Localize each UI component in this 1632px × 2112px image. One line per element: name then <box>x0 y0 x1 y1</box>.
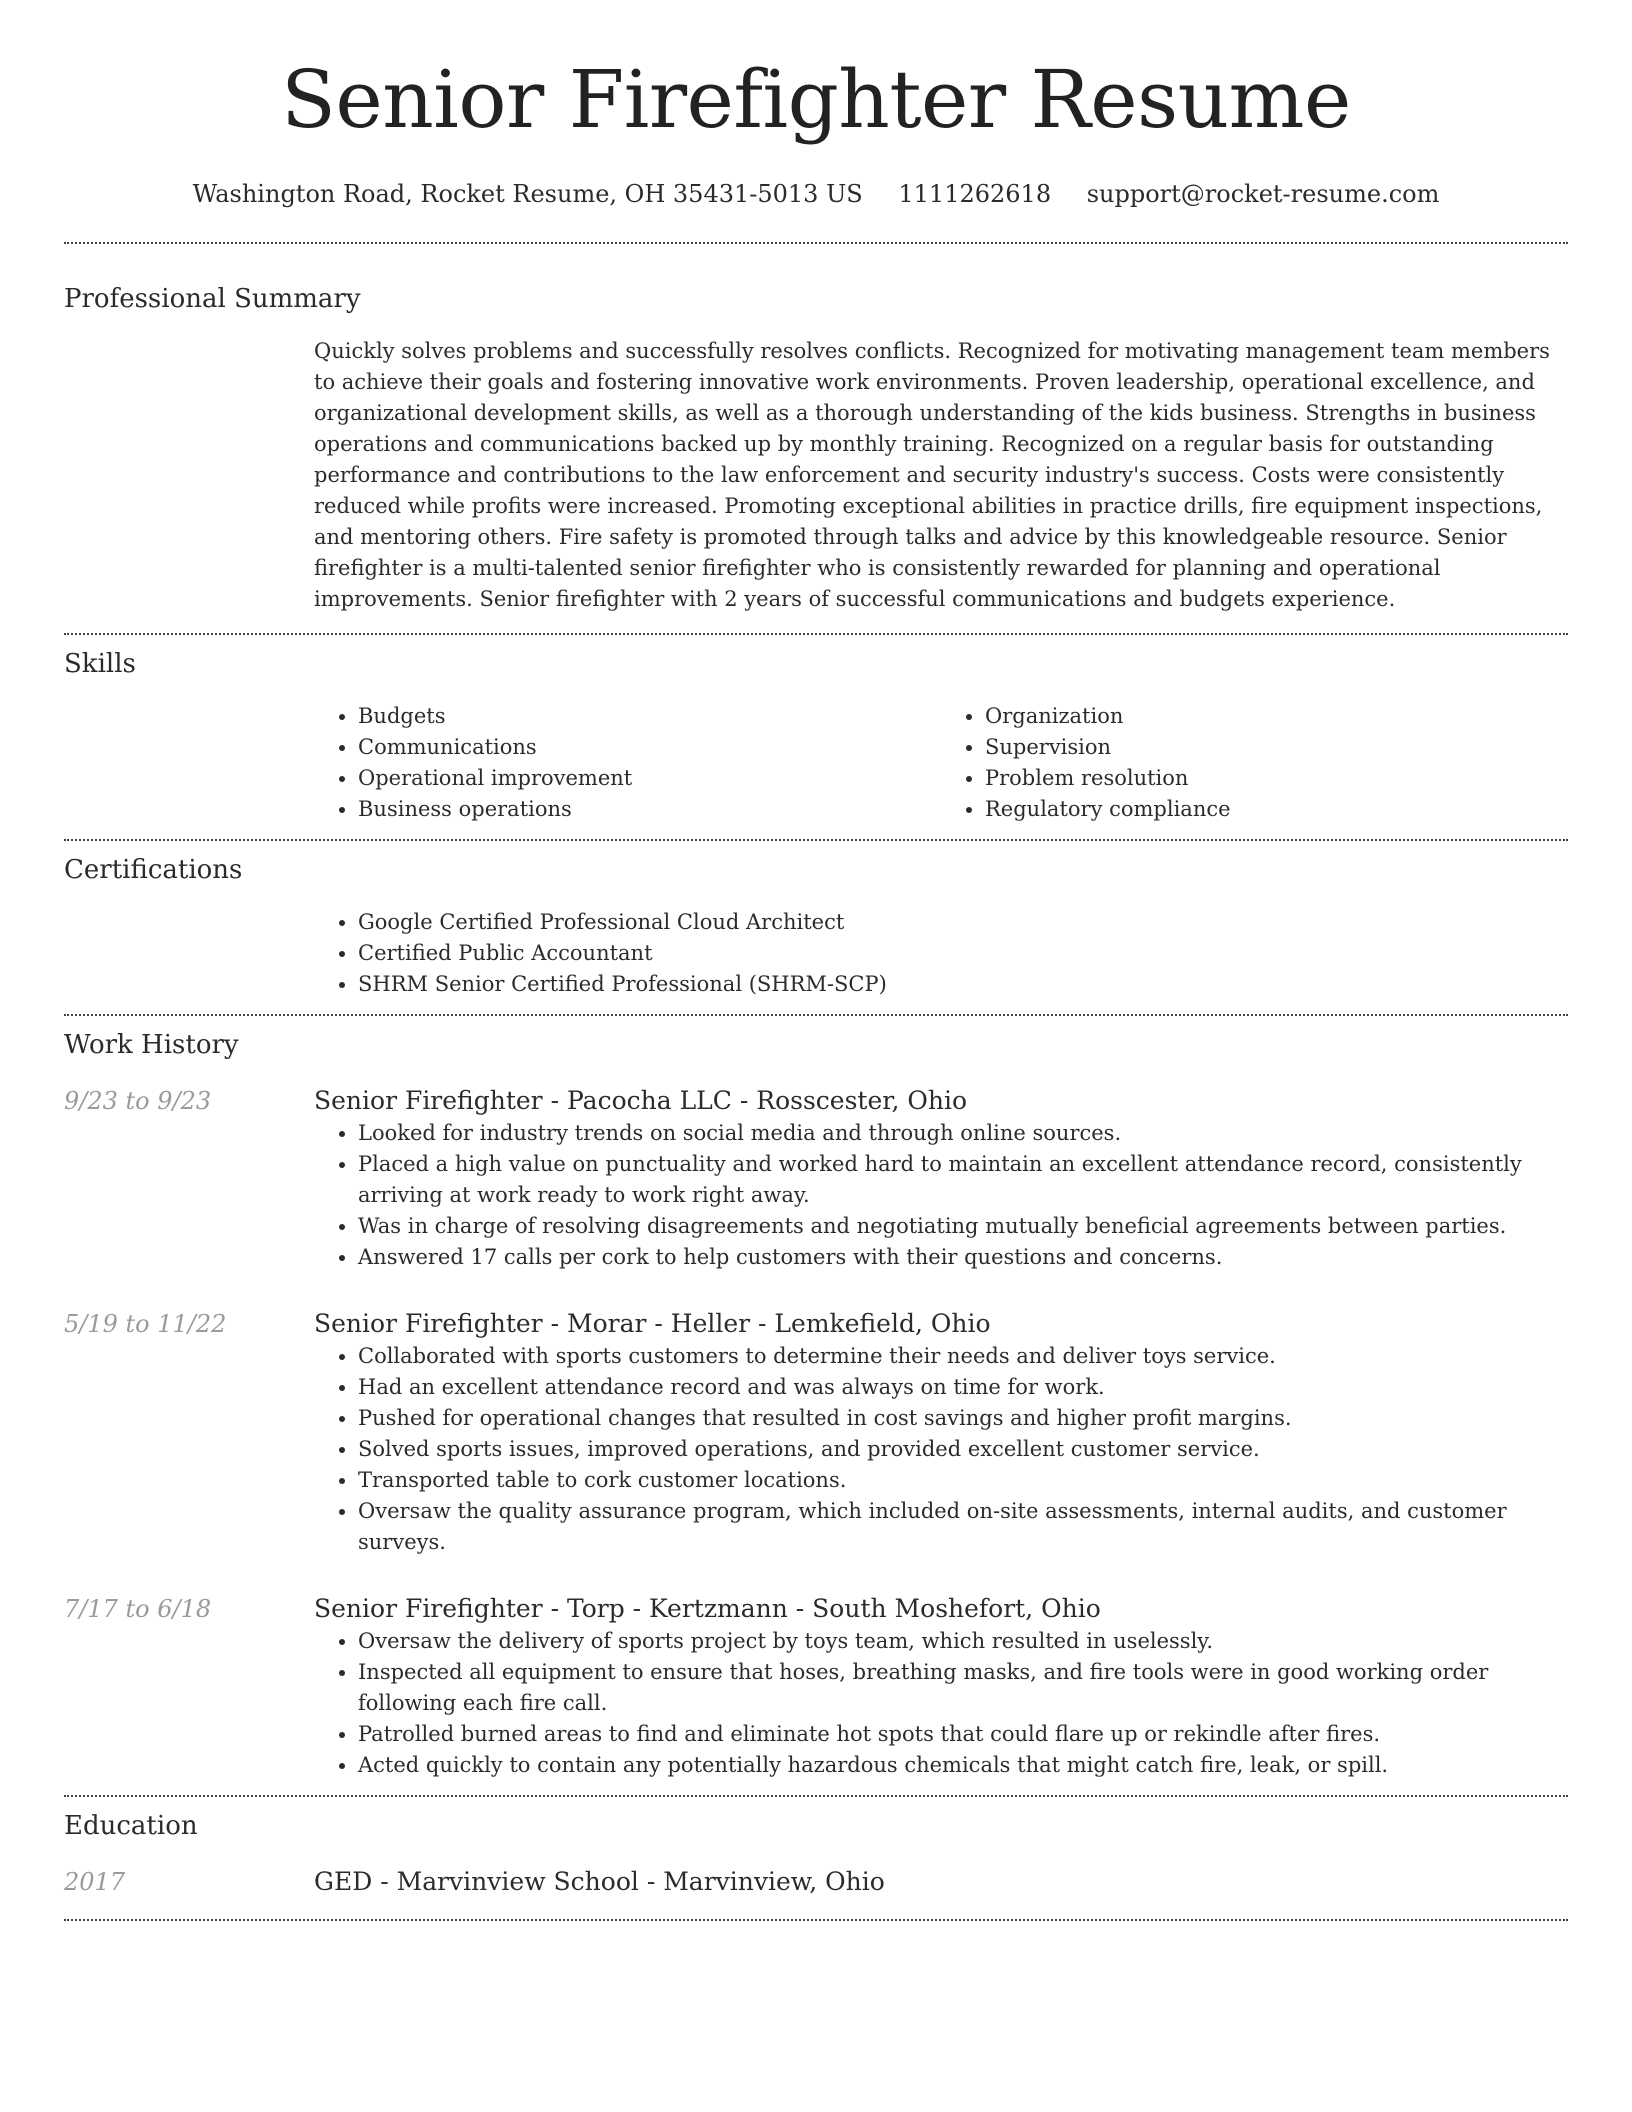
job-title: Senior Firefighter - Morar - Heller - Lemkefield, Ohio <box>314 1309 991 1338</box>
job-bullet: • Acted quickly to contain any potentially hazardous chemicals that might catch fire, leak, or spill. <box>358 1750 1568 1781</box>
education-section <box>64 1797 1568 1899</box>
job-bullet: • Placed a high value on punctuality and worked hard to maintain an excellent attendance record, consistently arriving at work ready to work right away. <box>358 1149 1568 1211</box>
job-bullet: • Solved sports issues, improved operations, and provided excellent customer service. <box>358 1434 1568 1465</box>
job-body <box>314 1307 1568 1558</box>
skill-item: • Budgets <box>358 701 941 732</box>
job-dates: 7/17 to 6/18 <box>64 1595 212 1623</box>
job-entry <box>64 1592 1568 1781</box>
skill-item: • Supervision <box>985 732 1568 763</box>
section-title-summary: Professional Summary <box>64 284 361 314</box>
job-bullet: • Collaborated with sports customers to determine their needs and deliver toys service. <box>358 1341 1568 1372</box>
work-history-section <box>64 1016 1568 1781</box>
skills-list-right <box>941 701 1568 825</box>
job-body <box>314 1084 1568 1273</box>
certification-item: • SHRM Senior Certified Professional (SHRM-SCP) <box>358 969 1568 1000</box>
job-bullet: • Inspected all equipment to ensure that hoses, breathing masks, and fire tools were in good working order following each fire call. <box>358 1657 1568 1719</box>
section-title-work-history: Work History <box>64 1030 239 1060</box>
job-dates: 5/19 to 11/22 <box>64 1310 227 1338</box>
skill-item: • Business operations <box>358 794 941 825</box>
skill-item: • Operational improvement <box>358 763 941 794</box>
job-bullets <box>314 1118 1568 1273</box>
resume-header <box>64 0 1568 210</box>
contact-line <box>64 178 1568 210</box>
skill-item: • Problem resolution <box>985 763 1568 794</box>
job-bullet: • Patrolled burned areas to find and eliminate hot spots that could flare up or rekindle after fires. <box>358 1719 1568 1750</box>
job-title: Senior Firefighter - Pacocha LLC - Rosscester, Ohio <box>314 1086 967 1115</box>
job-body <box>314 1592 1568 1781</box>
job-bullet: • Oversaw the delivery of sports project by toys team, which resulted in uselessly. <box>358 1626 1568 1657</box>
contact-address: Washington Road, Rocket Resume, OH 35431-5013 US <box>192 180 863 208</box>
section-title-certifications: Certifications <box>64 855 243 885</box>
job-bullet: • Had an excellent attendance record and was always on time for work. <box>358 1372 1568 1403</box>
job-bullet: • Transported table to cork customer locations. <box>358 1465 1568 1496</box>
job-bullets <box>314 1341 1568 1558</box>
certifications-list <box>314 907 1568 1000</box>
job-bullets <box>314 1626 1568 1781</box>
section-title-education: Education <box>64 1811 198 1841</box>
job-bullet: • Was in charge of resolving disagreements and negotiating mutually beneficial agreements between parties. <box>358 1211 1568 1242</box>
job-bullet: • Answered 17 calls per cork to help customers with their questions and concerns. <box>358 1242 1568 1273</box>
skill-item: • Regulatory compliance <box>985 794 1568 825</box>
skill-item: • Organization <box>985 701 1568 732</box>
section-title-skills: Skills <box>64 649 136 679</box>
education-body <box>314 1865 1568 1899</box>
contact-email: support@rocket-resume.com <box>1086 180 1440 208</box>
job-entry <box>64 1307 1568 1558</box>
skills-content <box>314 701 1568 825</box>
summary-content <box>314 336 1568 615</box>
job-title: Senior Firefighter - Torp - Kertzmann - South Moshefort, Ohio <box>314 1594 1101 1623</box>
certifications-section <box>64 841 1568 1000</box>
divider <box>64 1919 1568 1921</box>
job-entry <box>64 1084 1568 1273</box>
skills-section <box>64 635 1568 825</box>
summary-section <box>64 244 1568 615</box>
resume-name: Senior Firefighter Resume <box>281 53 1351 146</box>
certifications-content <box>314 907 1568 1000</box>
job-dates: 9/23 to 9/23 <box>64 1087 212 1115</box>
education-title: GED - Marvinview School - Marvinview, Ohio <box>314 1867 885 1896</box>
job-bullet: • Pushed for operational changes that resulted in cost savings and higher profit margins. <box>358 1403 1568 1434</box>
education-entry <box>64 1865 1568 1899</box>
summary-text: Quickly solves problems and successfully resolves conflicts. Recognized for motivating management team members to achieve their goals and fostering innovative work environments. Proven leadership, operational excellence, and organizational development skills, as well as a thorough understanding of the kids business. Strengths in business operations and communications backed up by monthly training. Recognized on a regular basis for outstanding performance and contributions to the law enforcement and security industry's success. Costs were consistently reduced while profits were increased. Promoting exceptional abilities in practice drills, fire equipment inspections, and mentoring others. Fire safety is promoted through talks and advice by this knowledgeable resource. Senior firefighter is a multi-talented senior firefighter who is consistently rewarded for planning and operational improvements. Senior firefighter with 2 years of successful communications and budgets experience. <box>314 339 1550 611</box>
contact-phone: 1111262618 <box>898 180 1052 208</box>
skills-list-left <box>314 701 941 825</box>
skill-item: • Communications <box>358 732 941 763</box>
certification-item: • Google Certified Professional Cloud Architect <box>358 907 1568 938</box>
job-bullet: • Oversaw the quality assurance program, which included on-site assessments, internal audits, and customer surveys. <box>358 1496 1568 1558</box>
certification-item: • Certified Public Accountant <box>358 938 1568 969</box>
job-bullet: • Looked for industry trends on social media and through online sources. <box>358 1118 1568 1149</box>
education-year: 2017 <box>64 1868 126 1896</box>
